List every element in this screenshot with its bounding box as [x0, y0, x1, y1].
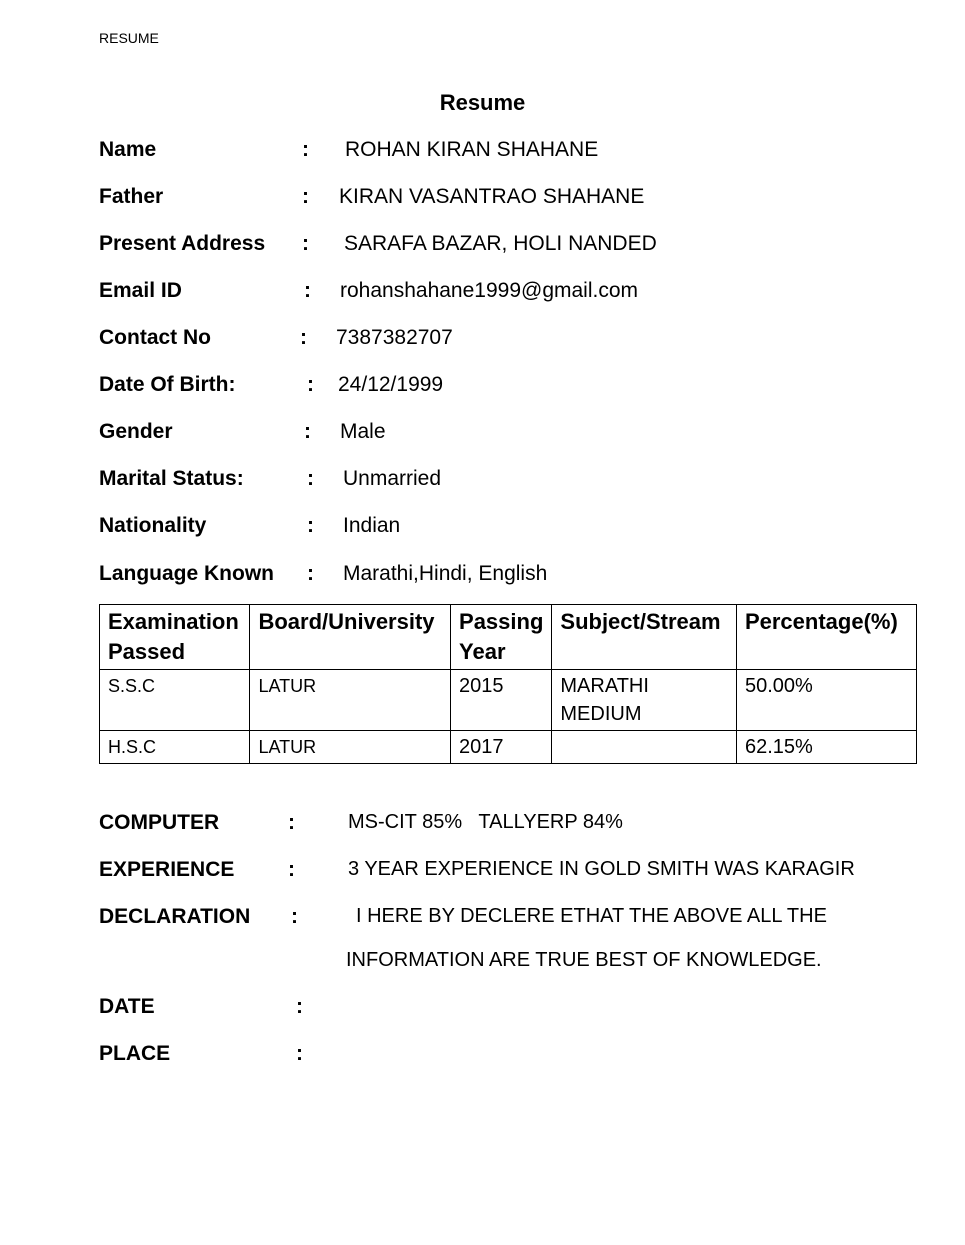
field-label: Email ID	[99, 279, 182, 302]
field-label: Contact No	[99, 326, 211, 349]
education-table	[99, 604, 917, 764]
field-colon: :	[304, 279, 311, 302]
section-label: DECLARATION	[99, 905, 251, 928]
field-colon: :	[302, 138, 309, 161]
cell-board: LATUR	[250, 670, 451, 731]
field-colon: :	[302, 185, 309, 208]
field-label: Date Of Birth:	[99, 373, 236, 396]
cell-board: LATUR	[250, 731, 451, 764]
field-label: Marital Status:	[99, 467, 244, 490]
section-colon: :	[291, 905, 298, 928]
field-language-known	[99, 562, 859, 592]
field-label: Name	[99, 138, 157, 161]
field-colon: :	[307, 514, 314, 537]
field-father	[99, 185, 859, 215]
field-contact-no	[99, 326, 859, 356]
field-value: SARAFA BAZAR, HOLI NANDED	[344, 232, 657, 255]
header-label: RESUME	[99, 30, 159, 46]
field-colon: :	[304, 420, 311, 443]
field-label: Present Address	[99, 232, 266, 255]
section-date	[99, 995, 859, 1025]
field-value: Male	[340, 420, 386, 443]
field-name	[99, 138, 859, 168]
column-header: Percentage(%)	[736, 605, 916, 670]
table-header-row	[100, 605, 917, 670]
field-value: Indian	[343, 514, 401, 537]
field-gender	[99, 420, 859, 450]
section-declaration-continued	[99, 949, 859, 979]
cell-subject: MARATHI MEDIUM	[552, 670, 737, 731]
field-value: Marathi,Hindi, English	[343, 562, 548, 585]
field-colon: :	[300, 326, 307, 349]
field-marital-status	[99, 467, 859, 497]
field-label: Nationality	[99, 514, 207, 537]
field-value: 7387382707	[336, 326, 453, 349]
column-header: Passing Year	[451, 605, 552, 670]
section-declaration	[99, 905, 859, 935]
cell-percentage: 50.00%	[736, 670, 916, 731]
column-header: Board/University	[250, 605, 451, 670]
cell-exam: S.S.C	[100, 670, 250, 731]
cell-year: 2017	[451, 731, 552, 764]
section-place	[99, 1042, 859, 1072]
declaration-line-1: I HERE BY DECLERE ETHAT THE ABOVE ALL THE	[356, 905, 827, 927]
field-value: KIRAN VASANTRAO SHAHANE	[339, 185, 645, 208]
field-colon: :	[302, 232, 309, 255]
field-colon: :	[307, 373, 314, 396]
field-nationality	[99, 514, 859, 544]
section-label: COMPUTER	[99, 811, 220, 834]
field-label: Language Known	[99, 562, 274, 585]
column-header: Subject/Stream	[552, 605, 737, 670]
section-experience	[99, 858, 859, 888]
section-colon: :	[296, 995, 303, 1018]
table-row	[100, 731, 917, 764]
cell-exam: H.S.C	[100, 731, 250, 764]
field-colon: :	[307, 467, 314, 490]
field-email	[99, 279, 859, 309]
table-row	[100, 670, 917, 731]
section-colon: :	[296, 1042, 303, 1065]
declaration-line-2: INFORMATION ARE TRUE BEST OF KNOWLEDGE.	[346, 949, 822, 971]
section-colon: :	[288, 858, 295, 881]
cell-year: 2015	[451, 670, 552, 731]
section-colon: :	[288, 811, 295, 834]
section-value: 3 YEAR EXPERIENCE IN GOLD SMITH WAS KARAGIR	[348, 858, 855, 880]
field-value: ROHAN KIRAN SHAHANE	[345, 138, 599, 161]
field-label: Gender	[99, 420, 173, 443]
cell-percentage: 62.15%	[736, 731, 916, 764]
section-label: PLACE	[99, 1042, 171, 1065]
field-present-address	[99, 232, 859, 262]
cell-subject	[552, 731, 737, 764]
section-computer	[99, 811, 859, 841]
field-value: Unmarried	[343, 467, 442, 490]
field-date-of-birth	[99, 373, 859, 403]
section-label: DATE	[99, 995, 155, 1018]
page-title: Resume	[439, 90, 526, 115]
field-colon: :	[307, 562, 314, 585]
field-label: Father	[99, 185, 164, 208]
field-value: rohanshahane1999@gmail.com	[340, 279, 639, 302]
column-header: Examination Passed	[100, 605, 250, 670]
section-value: MS-CIT 85% TALLYERP 84%	[348, 811, 623, 833]
section-label: EXPERIENCE	[99, 858, 235, 881]
field-value: 24/12/1999	[338, 373, 444, 396]
